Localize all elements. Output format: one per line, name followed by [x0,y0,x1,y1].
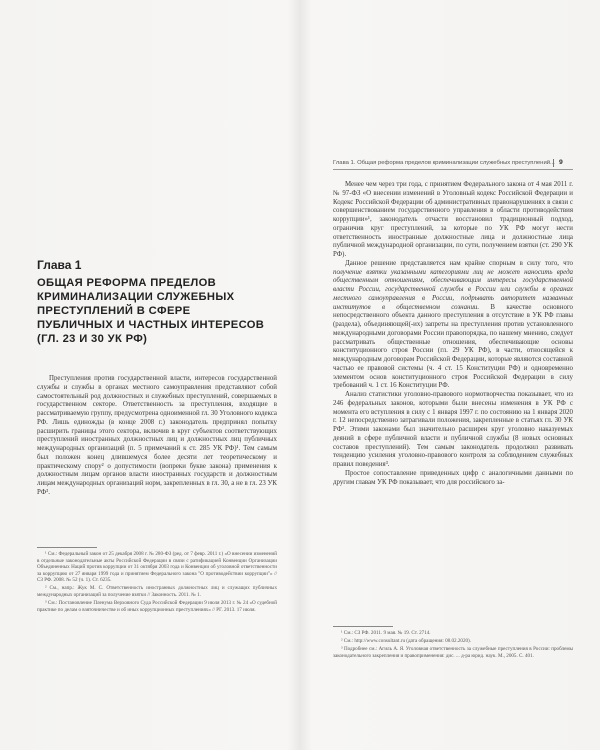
left-footnotes [37,551,277,615]
running-header [333,157,573,169]
right-body-text [333,181,573,487]
footnote: ¹ См.: Федеральный закон от 25 декабря 2008 г. № 280-ФЗ (ред. от 7 февр. 2011 г.) «О внесении изменений в отдельные законодательные акты Российской Федерации в связи с ратификацией Конвенции Организации Объединенных Наций против коррупции от 31 октября 2003 года и Конвенции об уголовной ответственности за коррупцию от 27 января 1999 года и принятием Федерального закона "О противодействии коррупции"» // СЗ РФ. 2008. № 52 (ч. 1). Ст. 6235. [37,551,277,584]
body-paragraph: Преступления против государственной власти, интересов государственной службы и службы в органах местного самоуправления представляют собой самостоятельный род должностных и служебных преступлений, совершаемых в государственном секторе. Ответственность за преступления, входящие в рассматриваемую группу, предусмотрена одноименной гл. 30 Уголовного кодекса РФ. Лишь единожды (в конце 2008 г.) законодатель предпринял попытку расширить границы этого сектора, включив в круг субъектов соответствующих преступлений иностранных должностных лиц и должностных лиц публичных международных организаций (п. 5 примечаний к ст. 285 УК РФ)¹. Тем самым был положен конец длившемуся более десяти лет теоретическому и практическому спору² о допустимости (вопреки букве закона) применения к должностным лицам органов власти иностранных государств и должностным лицам международных организаций норм, закрепленных в гл. 30, а не в гл. 23 УК РФ³. [37,375,277,496]
body-paragraph [333,260,573,391]
body-paragraph: Простое сопоставление приведенных цифр с аналогичными данными по другим главам УК РФ показывает, что для российского за- [333,469,573,486]
footnote: ¹ См.: СЗ РФ. 2011. 9 мая. № 19. Ст. 2714. [341,630,431,636]
footnote: ² См., напр.: Жук М. С. Ответственность иностранных должностных лиц и служащих публичных международных организаций за получение взятки // Законность. 2011. № 1. [37,585,277,599]
chapter-label: Глава 1 [37,258,82,272]
footnote-divider [37,547,97,548]
body-paragraph: Менее чем через три года, с принятием Федерального закона от 4 мая 2011 г. № 97-ФЗ «О внесении изменений в Уголовный кодекс Российской Федерации и Кодекс Российской Федерации об административных правонарушениях в связи с совершенствованием государственного управления в области противодействия коррупции»¹, законодатель отчасти восстановил традиционный подход, ограничив круг преступлений, за которые по УК РФ могут нести ответственность иностранные должностные лица и должностные лица публичной международной организации, по сути, получением взятки (ст. 290 УК РФ). [333,181,573,258]
running-header-title: Глава 1. Общая реформа пределов криминализации служебных преступлений... [333,160,555,166]
header-rule [333,169,573,170]
left-body-text [37,375,277,498]
paragraph-tail: В качестве основного непосредственного объекта данного преступления в отсутствие в УК РФ главы (раздела), объединяющей(-их) запреты на преступления против установленного международными договорами России правопорядка, по нашему мнению, следует рассматривать общественные отношения, обеспечивающие основы конституционного строя России (гл. 29 УК РФ), в части, относящейся к международным договорам Российской Федерации, которые являются составной частью ее правовой системы (ч. 4 ст. 15 Конституции РФ) и одновременно элементом основ конституционного строя Российской Федерации в силу требований ч. 1 ст. 16 Конституции РФ. [333,303,574,390]
footnote: ³ Подробнее см.: Агиль А. Я. Уголовная ответственность за служебные преступления в России: проблемы законодательного закрепления и правоприменения: дис. ... д-ра юрид. наук. М., 2005. С. 401. [333,646,573,659]
page-number: 9 [559,159,563,166]
emphasized-text: получение взятки указанными категориями лиц не может наносить вреда общественным отношениям, обеспечивающим интересы государственной власти России, государственной службы в России или службы в органах местного самоуправления в России, подрывать авторитет названных институтов в общественном сознании. [333,268,573,311]
footnote: ² См.: http://www.consultant.ru (дата обращения: 08.02.2020). [341,638,472,645]
footnote: ³ См.: Постановление Пленума Верховного Суда Российской Федерации 9 июля 2013 г. № 24 «О судебной практике по делам о взяточничестве и об иных коррупционных преступлениях» // РГ. 2013. 17 июля. [37,600,277,613]
footnote-divider [333,626,393,627]
header-separator [553,159,554,167]
paragraph-lead: Данное решение представляется нам крайне спорным в силу того, что [345,259,573,267]
right-footnotes [333,630,573,661]
chapter-title: ОБЩАЯ РЕФОРМА ПРЕДЕЛОВ КРИМИНАЛИЗАЦИИ СЛУЖЕБНЫХ ПРЕСТУПЛЕНИЙ В СФЕРЕ ПУБЛИЧНЫХ И ЧАСТНЫХ ИНТЕРЕСОВ (ГЛ. 23 И 30 УК РФ) [37,277,265,345]
body-paragraph: Анализ статистики уголовно-правового нормотворчества показывает, что из 246 федеральных законов, которыми были внесены изменения в УК РФ с момента его вступления в силу с 1 января 1997 г. по состоянию на 1 января 2020 г. 12 непосредственно затрагивали положения, закрепленные в статьях гл. 30 УК РФ². Этими законами был значительно расширен круг уголовно наказуемых деяний в сфере публичной власти и публичной службы (8 новых основных составов преступлений). Тем самым законодатель продолжил развивать тенденцию усиления уголовно-правового контроля за соблюдением служебных правил поведения³. [333,391,573,468]
